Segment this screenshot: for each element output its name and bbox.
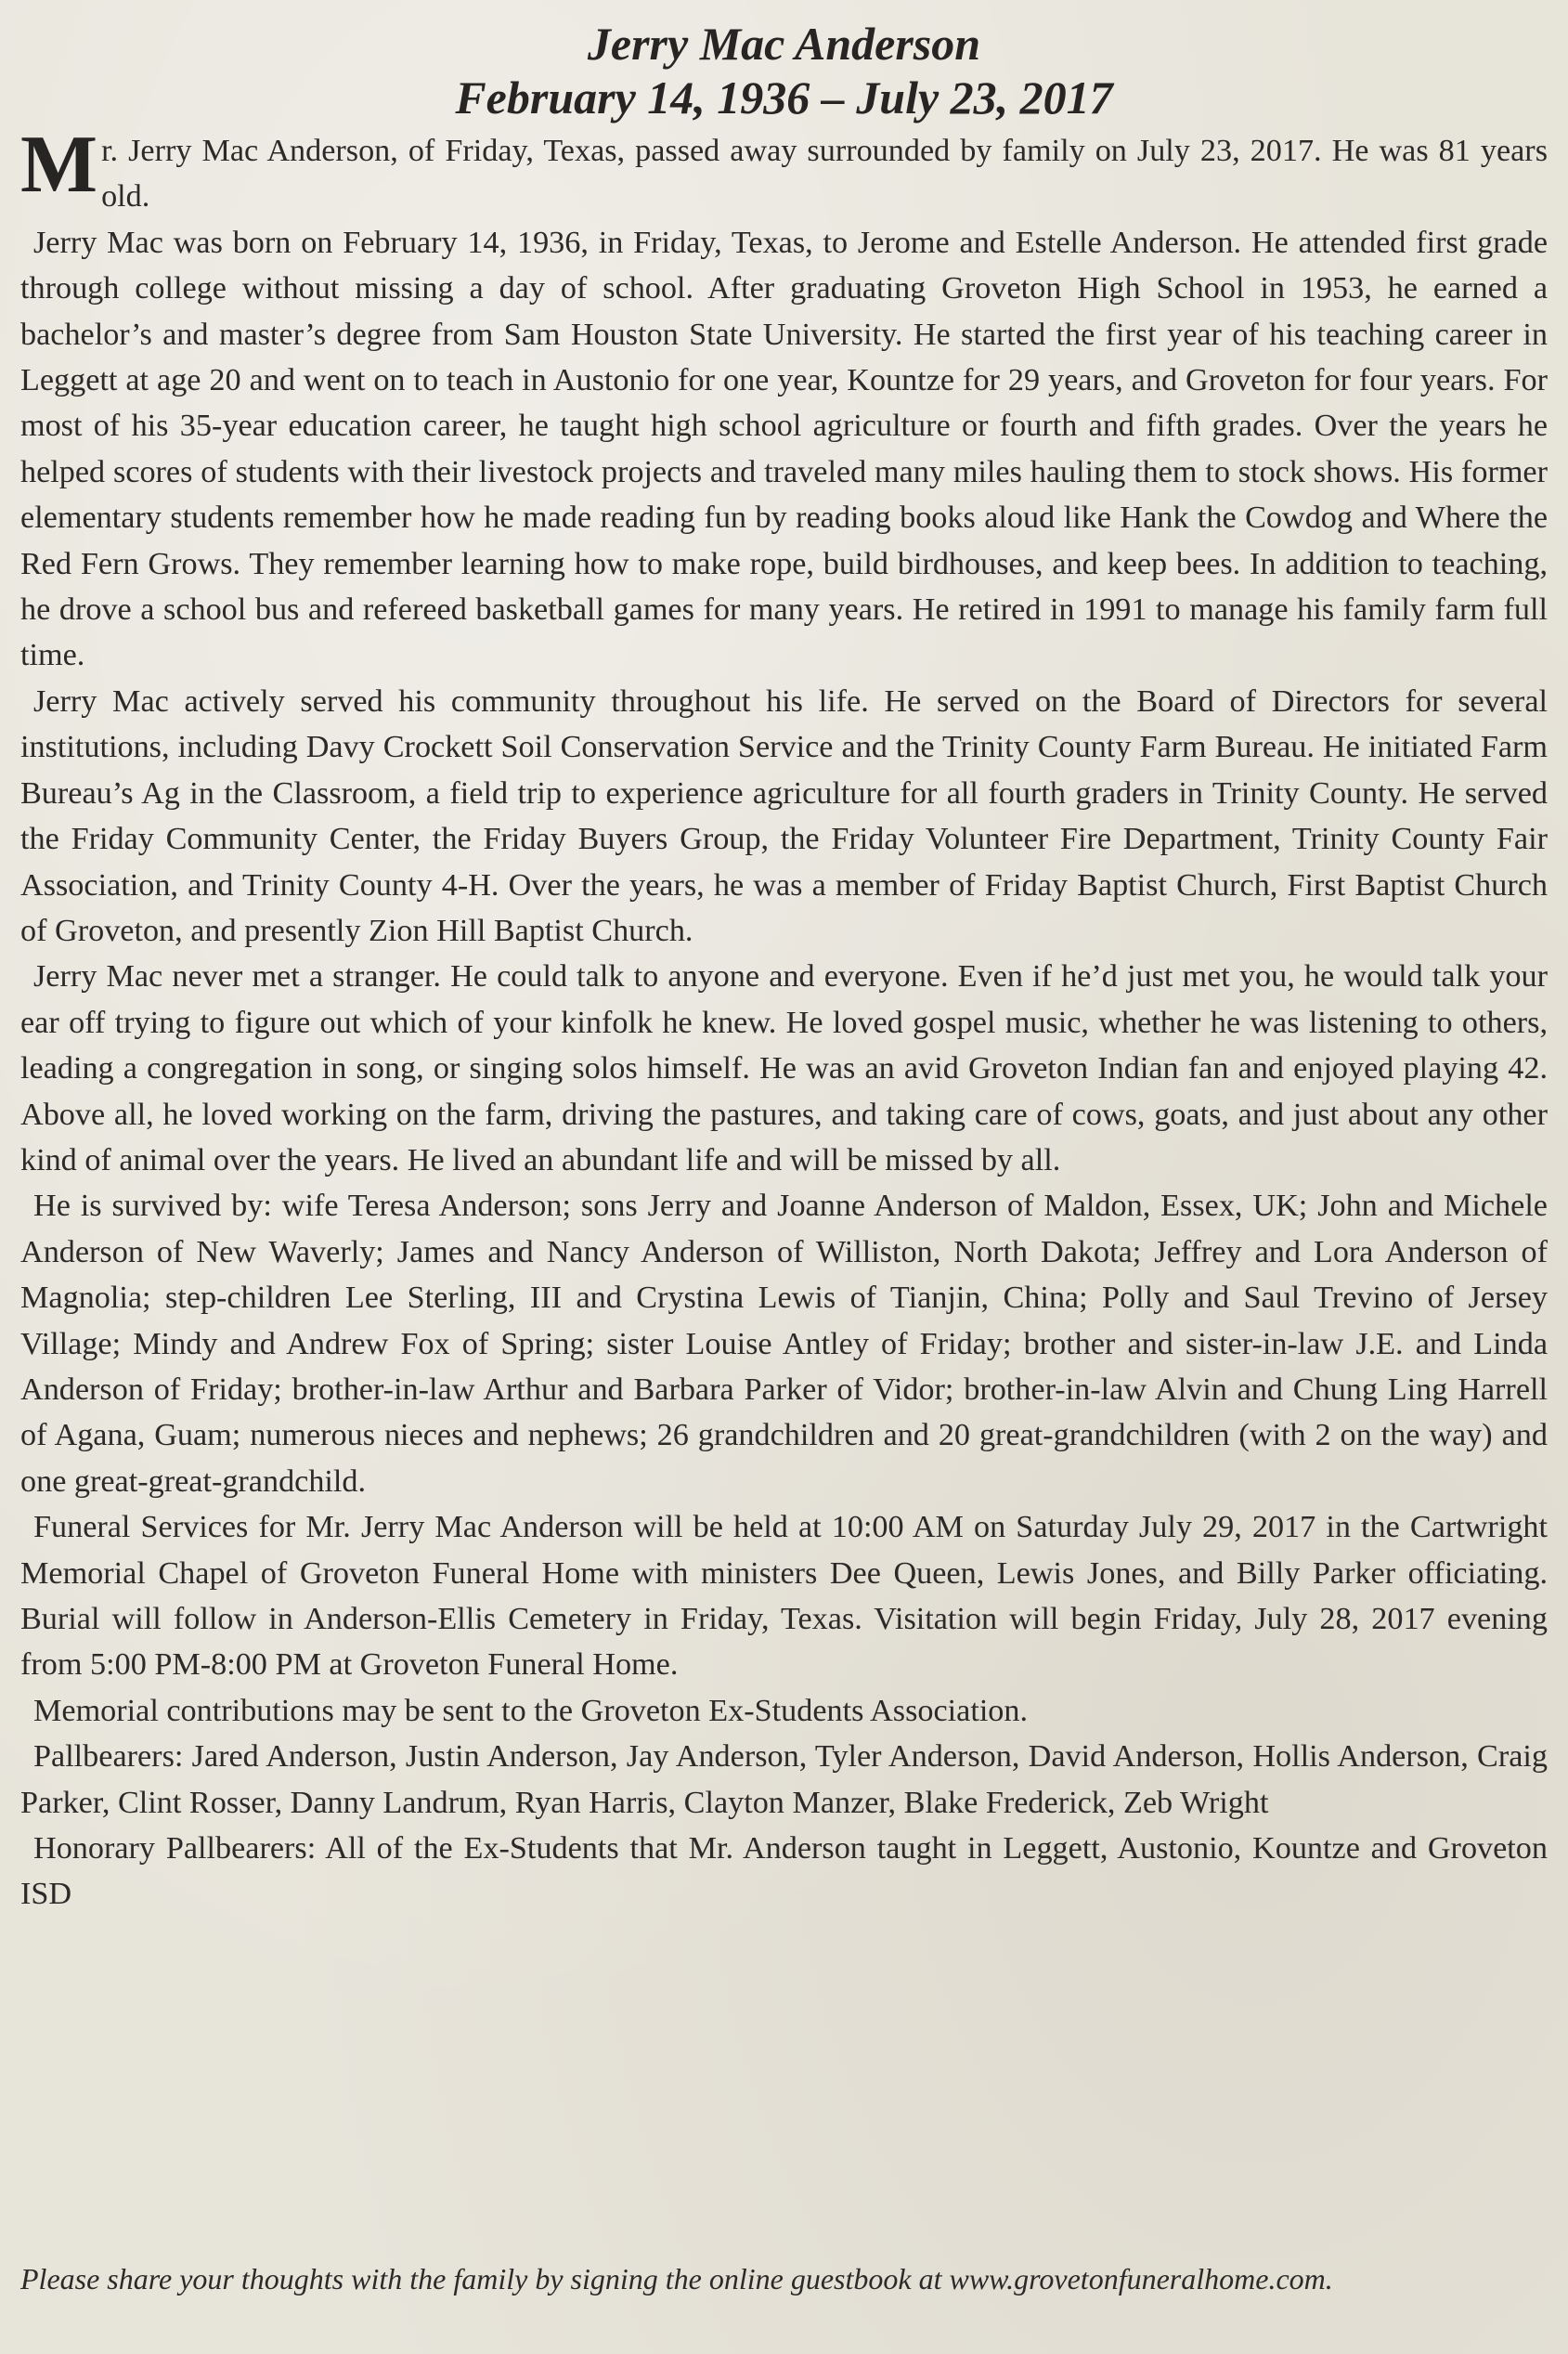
paragraph-services: Funeral Services for Mr. Jerry Mac Anderson will be held at 10:00 AM on Saturday July 29, 2017 in the Cartwright Memorial Chapel of Groveton Funeral Home with ministers Dee Queen, Lewis Jones, and Billy Parker officiating. Burial will follow in Anderson-Ellis Cemetery in Friday, Texas. Visitation will begin Friday, July 28, 2017 evening from 5:00 PM-8:00 PM at Groveton Funeral Home. [20, 1510, 1548, 1683]
paragraph-personality: Jerry Mac never met a stranger. He could talk to anyone and everyone. Even if he’d just met you, he would talk your ear off trying to figure out which of your kinfolk he knew. He loved gospel music, whether he was listening to others, leading a congregation in song, or singing solos himself. He was an avid Groveton Indian fan and enjoyed playing 42. Above all, he loved working on the farm, driving the pastures, and taking care of cows, goats, and just about any other kind of animal over the years. He lived an abundant life and will be missed by all. [20, 959, 1548, 1177]
paragraph-survivors: He is survived by: wife Teresa Anderson; sons Jerry and Joanne Anderson of Maldon, Essex, UK; John and Michele Anderson of New Waverly; James and Nancy Anderson of Williston, North Dakota; Jeffrey and Lora Anderson of Magnolia; step-children Lee Sterling, III and Crystina Lewis of Tianjin, China; Polly and Saul Trevino of Jersey Village; Mindy and Andrew Fox of Spring; sister Louise Antley of Friday; brother and sister-in-law J.E. and Linda Anderson of Friday; brother-in-law Arthur and Barbara Parker of Vidor; brother-in-law Alvin and Chung Ling Harrell of Agana, Guam; numerous nieces and nephews; 26 grandchildren and 20 great-grandchildren (with 2 on the way) and one great-great-grandchild. [20, 1189, 1548, 1499]
intro-text: r. Jerry Mac Anderson, of Friday, Texas, passed away surrounded by family on July 23, 2017. He was 81 years old. [101, 134, 1548, 215]
paragraph-memorial: Memorial contributions may be sent to the Groveton Ex-Students Association. [33, 1693, 1029, 1728]
deceased-name: Jerry Mac Anderson [587, 18, 981, 70]
guestbook-note: Please share your thoughts with the family by signing the online guestbook at www.grovetonfuneralhome.com. [20, 2262, 1333, 2295]
drop-cap: M [20, 120, 98, 210]
life-dates: February 14, 1936 – July 23, 2017 [455, 72, 1113, 124]
paragraph-intro [20, 120, 1548, 220]
paragraph-honorary-pallbearers: Honorary Pallbearers: All of the Ex-Students that Mr. Anderson taught in Leggett, Austonio, Kountze and Groveton ISD [20, 1831, 1548, 1912]
obituary-body [20, 120, 1548, 1918]
paragraph-biography: Jerry Mac was born on February 14, 1936, in Friday, Texas, to Jerome and Estelle Anderson. He attended first grade through college without missing a day of school. After graduating Groveton High School in 1953, he earned a bachelor’s and master’s degree from Sam Houston State University. He started the first year of his teaching career in Leggett at age 20 and went on to teach in Austonio for one year, Kountze for 29 years, and Groveton for four years. For most of his 35-year education career, he taught high school agriculture or fourth and fifth grades. Over the years he helped scores of students with their livestock projects and traveled many miles hauling them to stock shows. His former elementary students remember how he made reading fun by reading books aloud like Hank the Cowdog and Where the Red Fern Grows. They remember learning how to make rope, build birdhouses, and keep bees. In addition to teaching, he drove a school bus and refereed basketball games for many years. He retired in 1991 to manage his family farm full time. [20, 225, 1548, 673]
paragraph-pallbearers: Pallbearers: Jared Anderson, Justin Anderson, Jay Anderson, Tyler Anderson, David Anderson, Hollis Anderson, Craig Parker, Clint Rosser, Danny Landrum, Ryan Harris, Clayton Manzer, Blake Frederick, Zeb Wright [20, 1739, 1548, 1820]
paragraph-community: Jerry Mac actively served his community throughout his life. He served on the Board of Directors for several institutions, including Davy Crockett Soil Conservation Service and the Trinity County Farm Bureau. He initiated Farm Bureau’s Ag in the Classroom, a field trip to experience agriculture for all fourth graders in Trinity County. He served the Friday Community Center, the Friday Buyers Group, the Friday Volunteer Fire Department, Trinity County Fair Association, and Trinity County 4-H. Over the years, he was a member of Friday Baptist Church, First Baptist Church of Groveton, and presently Zion Hill Baptist Church. [20, 683, 1548, 948]
